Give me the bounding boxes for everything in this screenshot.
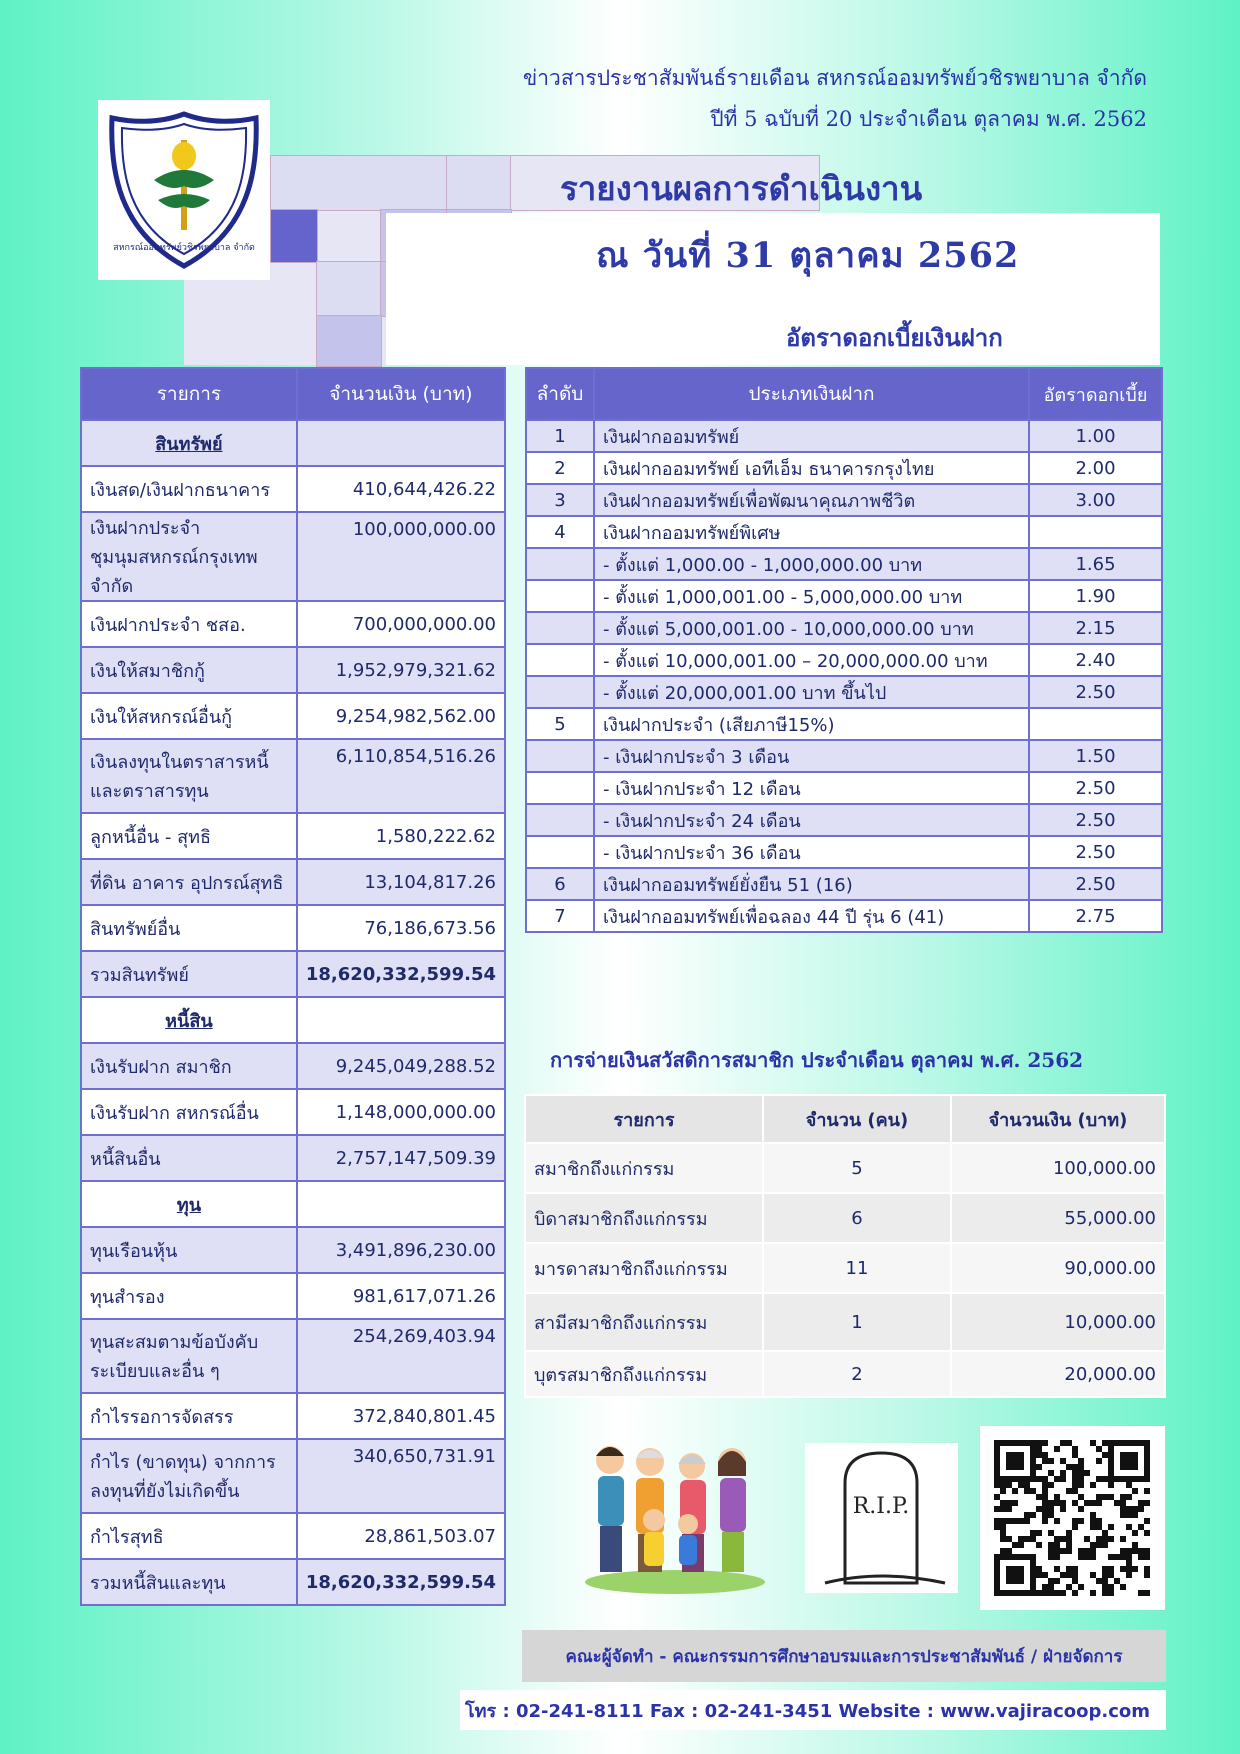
- row-label: เงินฝากประจำ ชุมนุมสหกรณ์กรุงเทพ จำกัด: [81, 512, 297, 601]
- table-row: [81, 1439, 505, 1513]
- cell-type: เงินฝากประจำ (เสียภาษี15%): [594, 708, 1029, 740]
- row-amount: 13,104,817.26: [297, 859, 505, 905]
- section-row: [81, 997, 505, 1043]
- cell-item: สมาชิกถึงแก่กรรม: [525, 1143, 763, 1193]
- row-label: กำไรสุทธิ: [81, 1513, 297, 1559]
- welfare-title: การจ่ายเงินสวัสดิการสมาชิก ประจำเดือน ตุลาคม พ.ศ. 2562: [550, 1048, 1084, 1072]
- cell-rate: 2.50: [1029, 676, 1162, 708]
- cell-rate: 1.00: [1029, 420, 1162, 452]
- row-amount: 410,644,426.22: [297, 466, 505, 512]
- cell-no: [526, 644, 594, 676]
- tile: [316, 315, 382, 367]
- cell-rate: 2.50: [1029, 772, 1162, 804]
- table-row: [526, 676, 1162, 708]
- rates-title: อัตราดอกเบี้ยเงินฝาก: [786, 323, 1003, 352]
- cell-count: 1: [763, 1293, 951, 1351]
- tile: [270, 155, 448, 211]
- tile: [316, 261, 382, 317]
- cell-type: - ตั้งแต่ 1,000,001.00 - 5,000,000.00 บาท: [594, 580, 1029, 612]
- row-amount: [297, 1181, 505, 1227]
- row-amount: 254,269,403.94: [297, 1319, 505, 1393]
- row-amount: 100,000,000.00: [297, 512, 505, 601]
- cell-type: เงินฝากออมทรัพย์พิเศษ: [594, 516, 1029, 548]
- row-label: ทุนสะสมตามข้อบังคับ ระเบียบและอื่น ๆ: [81, 1319, 297, 1393]
- cell-item: บิดาสมาชิกถึงแก่กรรม: [525, 1193, 763, 1243]
- row-amount: 340,650,731.91: [297, 1439, 505, 1513]
- row-amount: 1,148,000,000.00: [297, 1089, 505, 1135]
- credits-bar: คณะผู้จัดทำ - คณะกรรมการศึกษาอบรมและการประชาสัมพันธ์ / ฝ่ายจัดการ: [522, 1630, 1166, 1682]
- cell-amount: 55,000.00: [951, 1193, 1165, 1243]
- table-row: [525, 1351, 1165, 1397]
- cell-type: - ตั้งแต่ 5,000,001.00 - 10,000,000.00 บาท: [594, 612, 1029, 644]
- cell-rate: 2.50: [1029, 804, 1162, 836]
- row-amount: [297, 420, 505, 466]
- tile: [270, 209, 318, 263]
- tile: [446, 155, 512, 211]
- table-row: [81, 512, 505, 601]
- row-amount: 3,491,896,230.00: [297, 1227, 505, 1273]
- family-illustration: [580, 1432, 770, 1596]
- cell-rate: 1.90: [1029, 580, 1162, 612]
- cell-rate: 1.50: [1029, 740, 1162, 772]
- cell-no: 1: [526, 420, 594, 452]
- row-amount: 372,840,801.45: [297, 1393, 505, 1439]
- cell-rate: 2.00: [1029, 452, 1162, 484]
- row-amount: 1,952,979,321.62: [297, 647, 505, 693]
- table-row: [526, 900, 1162, 932]
- cell-type: เงินฝากออมทรัพย์ยั่งยืน 51 (16): [594, 868, 1029, 900]
- table-row: [526, 420, 1162, 452]
- cell-rate: [1029, 708, 1162, 740]
- table-row: [526, 644, 1162, 676]
- cell-type: - ตั้งแต่ 20,000,001.00 บาท ขึ้นไป: [594, 676, 1029, 708]
- cell-rate: 3.00: [1029, 484, 1162, 516]
- cell-no: 3: [526, 484, 594, 516]
- row-amount: 28,861,503.07: [297, 1513, 505, 1559]
- row-label: ลูกหนี้อื่น - สุทธิ: [81, 813, 297, 859]
- row-label: เงินให้สมาชิกกู้: [81, 647, 297, 693]
- table-row: [526, 740, 1162, 772]
- newsletter-title: ข่าวสารประชาสัมพันธ์รายเดือน สหกรณ์ออมทรัพย์วชิรพยาบาล จำกัด: [522, 66, 1147, 90]
- cell-no: 4: [526, 516, 594, 548]
- coop-logo: [98, 100, 270, 280]
- table-row: [81, 1319, 505, 1393]
- row-label: ที่ดิน อาคาร อุปกรณ์สุทธิ: [81, 859, 297, 905]
- cell-amount: 20,000.00: [951, 1351, 1165, 1397]
- cell-type: เงินฝากออมทรัพย์ เอทีเอ็ม ธนาคารกรุงไทย: [594, 452, 1029, 484]
- table-row: [526, 804, 1162, 836]
- table-row: [525, 1243, 1165, 1293]
- cell-no: [526, 612, 594, 644]
- table-row: [526, 452, 1162, 484]
- col-header-item: รายการ: [525, 1095, 763, 1143]
- cell-type: เงินฝากออมทรัพย์: [594, 420, 1029, 452]
- row-label: กำไรรอการจัดสรร: [81, 1393, 297, 1439]
- table-row: [526, 612, 1162, 644]
- cell-no: [526, 836, 594, 868]
- report-title: รายงานผลการดำเนินงาน: [560, 169, 923, 208]
- cell-type: - เงินฝากประจำ 12 เดือน: [594, 772, 1029, 804]
- cell-count: 6: [763, 1193, 951, 1243]
- row-label: เงินสด/เงินฝากธนาคาร: [81, 466, 297, 512]
- row-label: ทุนสำรอง: [81, 1273, 297, 1319]
- table-row: [526, 836, 1162, 868]
- rip-text: R.I.P.: [852, 1494, 910, 1519]
- table-row: [81, 1089, 505, 1135]
- cell-rate: 2.75: [1029, 900, 1162, 932]
- tombstone-illustration: [805, 1443, 958, 1593]
- issue-line: ปีที่ 5 ฉบับที่ 20 ประจำเดือน ตุลาคม พ.ศ. 2562: [710, 107, 1147, 131]
- row-amount: 6,110,854,516.26: [297, 739, 505, 813]
- cell-no: 5: [526, 708, 594, 740]
- cell-rate: [1029, 516, 1162, 548]
- col-header-count: จำนวน (คน): [763, 1095, 951, 1143]
- cell-no: [526, 548, 594, 580]
- table-row: [81, 1393, 505, 1439]
- cell-item: สามีสมาชิกถึงแก่กรรม: [525, 1293, 763, 1351]
- total-row: [81, 1559, 505, 1605]
- table-row: [81, 1227, 505, 1273]
- table-row: [526, 772, 1162, 804]
- section-row: [81, 420, 505, 466]
- row-amount: 700,000,000.00: [297, 601, 505, 647]
- table-row: [81, 859, 505, 905]
- row-amount: 9,254,982,562.00: [297, 693, 505, 739]
- table-row: [525, 1143, 1165, 1193]
- cell-type: เงินฝากออมทรัพย์เพื่อพัฒนาคุณภาพชีวิต: [594, 484, 1029, 516]
- row-label: เงินให้สหกรณ์อื่นกู้: [81, 693, 297, 739]
- table-row: [81, 466, 505, 512]
- cell-no: [526, 676, 594, 708]
- cell-no: [526, 740, 594, 772]
- row-amount: 18,620,332,599.54: [297, 1559, 505, 1605]
- row-amount: 76,186,673.56: [297, 905, 505, 951]
- cell-type: เงินฝากออมทรัพย์เพื่อฉลอง 44 ปี รุ่น 6 (41): [594, 900, 1029, 932]
- balance-table: [80, 367, 506, 1606]
- row-label: เงินลงทุนในตราสารหนี้ และตราสารทุน: [81, 739, 297, 813]
- cell-type: - ตั้งแต่ 10,000,001.00 – 20,000,000.00 บาท: [594, 644, 1029, 676]
- row-label: ทุน: [81, 1181, 297, 1227]
- row-label: รวมสินทรัพย์: [81, 951, 297, 997]
- col-header-amount: จำนวนเงิน (บาท): [951, 1095, 1165, 1143]
- qr-code[interactable]: [980, 1426, 1165, 1610]
- section-row: [81, 1181, 505, 1227]
- row-amount: 9,245,049,288.52: [297, 1043, 505, 1089]
- table-row: [526, 868, 1162, 900]
- table-row: [81, 1043, 505, 1089]
- cell-no: [526, 580, 594, 612]
- cell-rate: 2.40: [1029, 644, 1162, 676]
- row-amount: 2,757,147,509.39: [297, 1135, 505, 1181]
- table-row: [526, 580, 1162, 612]
- logo-text: สหกรณ์ออมทรัพย์วชิรพยาบาล จำกัด: [113, 243, 255, 253]
- welfare-table: [524, 1094, 1166, 1398]
- total-row: [81, 951, 505, 997]
- row-label: หนี้สินอื่น: [81, 1135, 297, 1181]
- table-row: [81, 1513, 505, 1559]
- row-label: รวมหนี้สินและทุน: [81, 1559, 297, 1605]
- col-header-amount: จำนวนเงิน (บาท): [297, 368, 505, 420]
- table-row: [81, 813, 505, 859]
- row-label: เงินฝากประจำ ชสอ.: [81, 601, 297, 647]
- table-row: [81, 739, 505, 813]
- row-amount: 981,617,071.26: [297, 1273, 505, 1319]
- cell-no: 2: [526, 452, 594, 484]
- row-amount: [297, 997, 505, 1043]
- report-date: ณ วันที่ 31 ตุลาคม 2562: [596, 235, 1020, 276]
- table-row: [526, 516, 1162, 548]
- table-row: [81, 647, 505, 693]
- cell-rate: 2.50: [1029, 836, 1162, 868]
- cell-rate: 1.65: [1029, 548, 1162, 580]
- row-label: ทุนเรือนหุ้น: [81, 1227, 297, 1273]
- cell-count: 11: [763, 1243, 951, 1293]
- col-header-rate: อัตราดอกเบี้ย: [1029, 368, 1162, 420]
- col-header-no: ลำดับ: [526, 368, 594, 420]
- table-row: [525, 1293, 1165, 1351]
- cell-type: - เงินฝากประจำ 24 เดือน: [594, 804, 1029, 836]
- row-label: กำไร (ขาดทุน) จากการ ลงทุนที่ยังไม่เกิดขึ้น: [81, 1439, 297, 1513]
- table-row: [81, 905, 505, 951]
- cell-no: [526, 804, 594, 836]
- cell-type: - ตั้งแต่ 1,000.00 - 1,000,000.00 บาท: [594, 548, 1029, 580]
- row-label: สินทรัพย์อื่น: [81, 905, 297, 951]
- cell-count: 5: [763, 1143, 951, 1193]
- cell-amount: 100,000.00: [951, 1143, 1165, 1193]
- cell-no: [526, 772, 594, 804]
- table-row: [526, 708, 1162, 740]
- cell-item: มารดาสมาชิกถึงแก่กรรม: [525, 1243, 763, 1293]
- cell-item: บุตรสมาชิกถึงแก่กรรม: [525, 1351, 763, 1397]
- table-row: [81, 1135, 505, 1181]
- cell-amount: 10,000.00: [951, 1293, 1165, 1351]
- table-row: [81, 693, 505, 739]
- row-label: หนี้สิน: [81, 997, 297, 1043]
- cell-rate: 2.50: [1029, 868, 1162, 900]
- table-row: [525, 1193, 1165, 1243]
- cell-type: - เงินฝากประจำ 36 เดือน: [594, 836, 1029, 868]
- row-amount: 1,580,222.62: [297, 813, 505, 859]
- row-amount: 18,620,332,599.54: [297, 951, 505, 997]
- table-row: [81, 1273, 505, 1319]
- cell-type: - เงินฝากประจำ 3 เดือน: [594, 740, 1029, 772]
- cell-amount: 90,000.00: [951, 1243, 1165, 1293]
- col-header-type: ประเภทเงินฝาก: [594, 368, 1029, 420]
- row-label: สินทรัพย์: [81, 420, 297, 466]
- contact-line: โทร : 02-241-8111 Fax : 02-241-3451 Website : www.vajiracoop.com: [460, 1690, 1166, 1730]
- col-header-item: รายการ: [81, 368, 297, 420]
- rates-table: [525, 367, 1163, 933]
- table-row: [526, 548, 1162, 580]
- cell-count: 2: [763, 1351, 951, 1397]
- table-row: [81, 601, 505, 647]
- cell-no: 6: [526, 868, 594, 900]
- table-row: [526, 484, 1162, 516]
- row-label: เงินรับฝาก สหกรณ์อื่น: [81, 1089, 297, 1135]
- cell-no: 7: [526, 900, 594, 932]
- cell-rate: 2.15: [1029, 612, 1162, 644]
- row-label: เงินรับฝาก สมาชิก: [81, 1043, 297, 1089]
